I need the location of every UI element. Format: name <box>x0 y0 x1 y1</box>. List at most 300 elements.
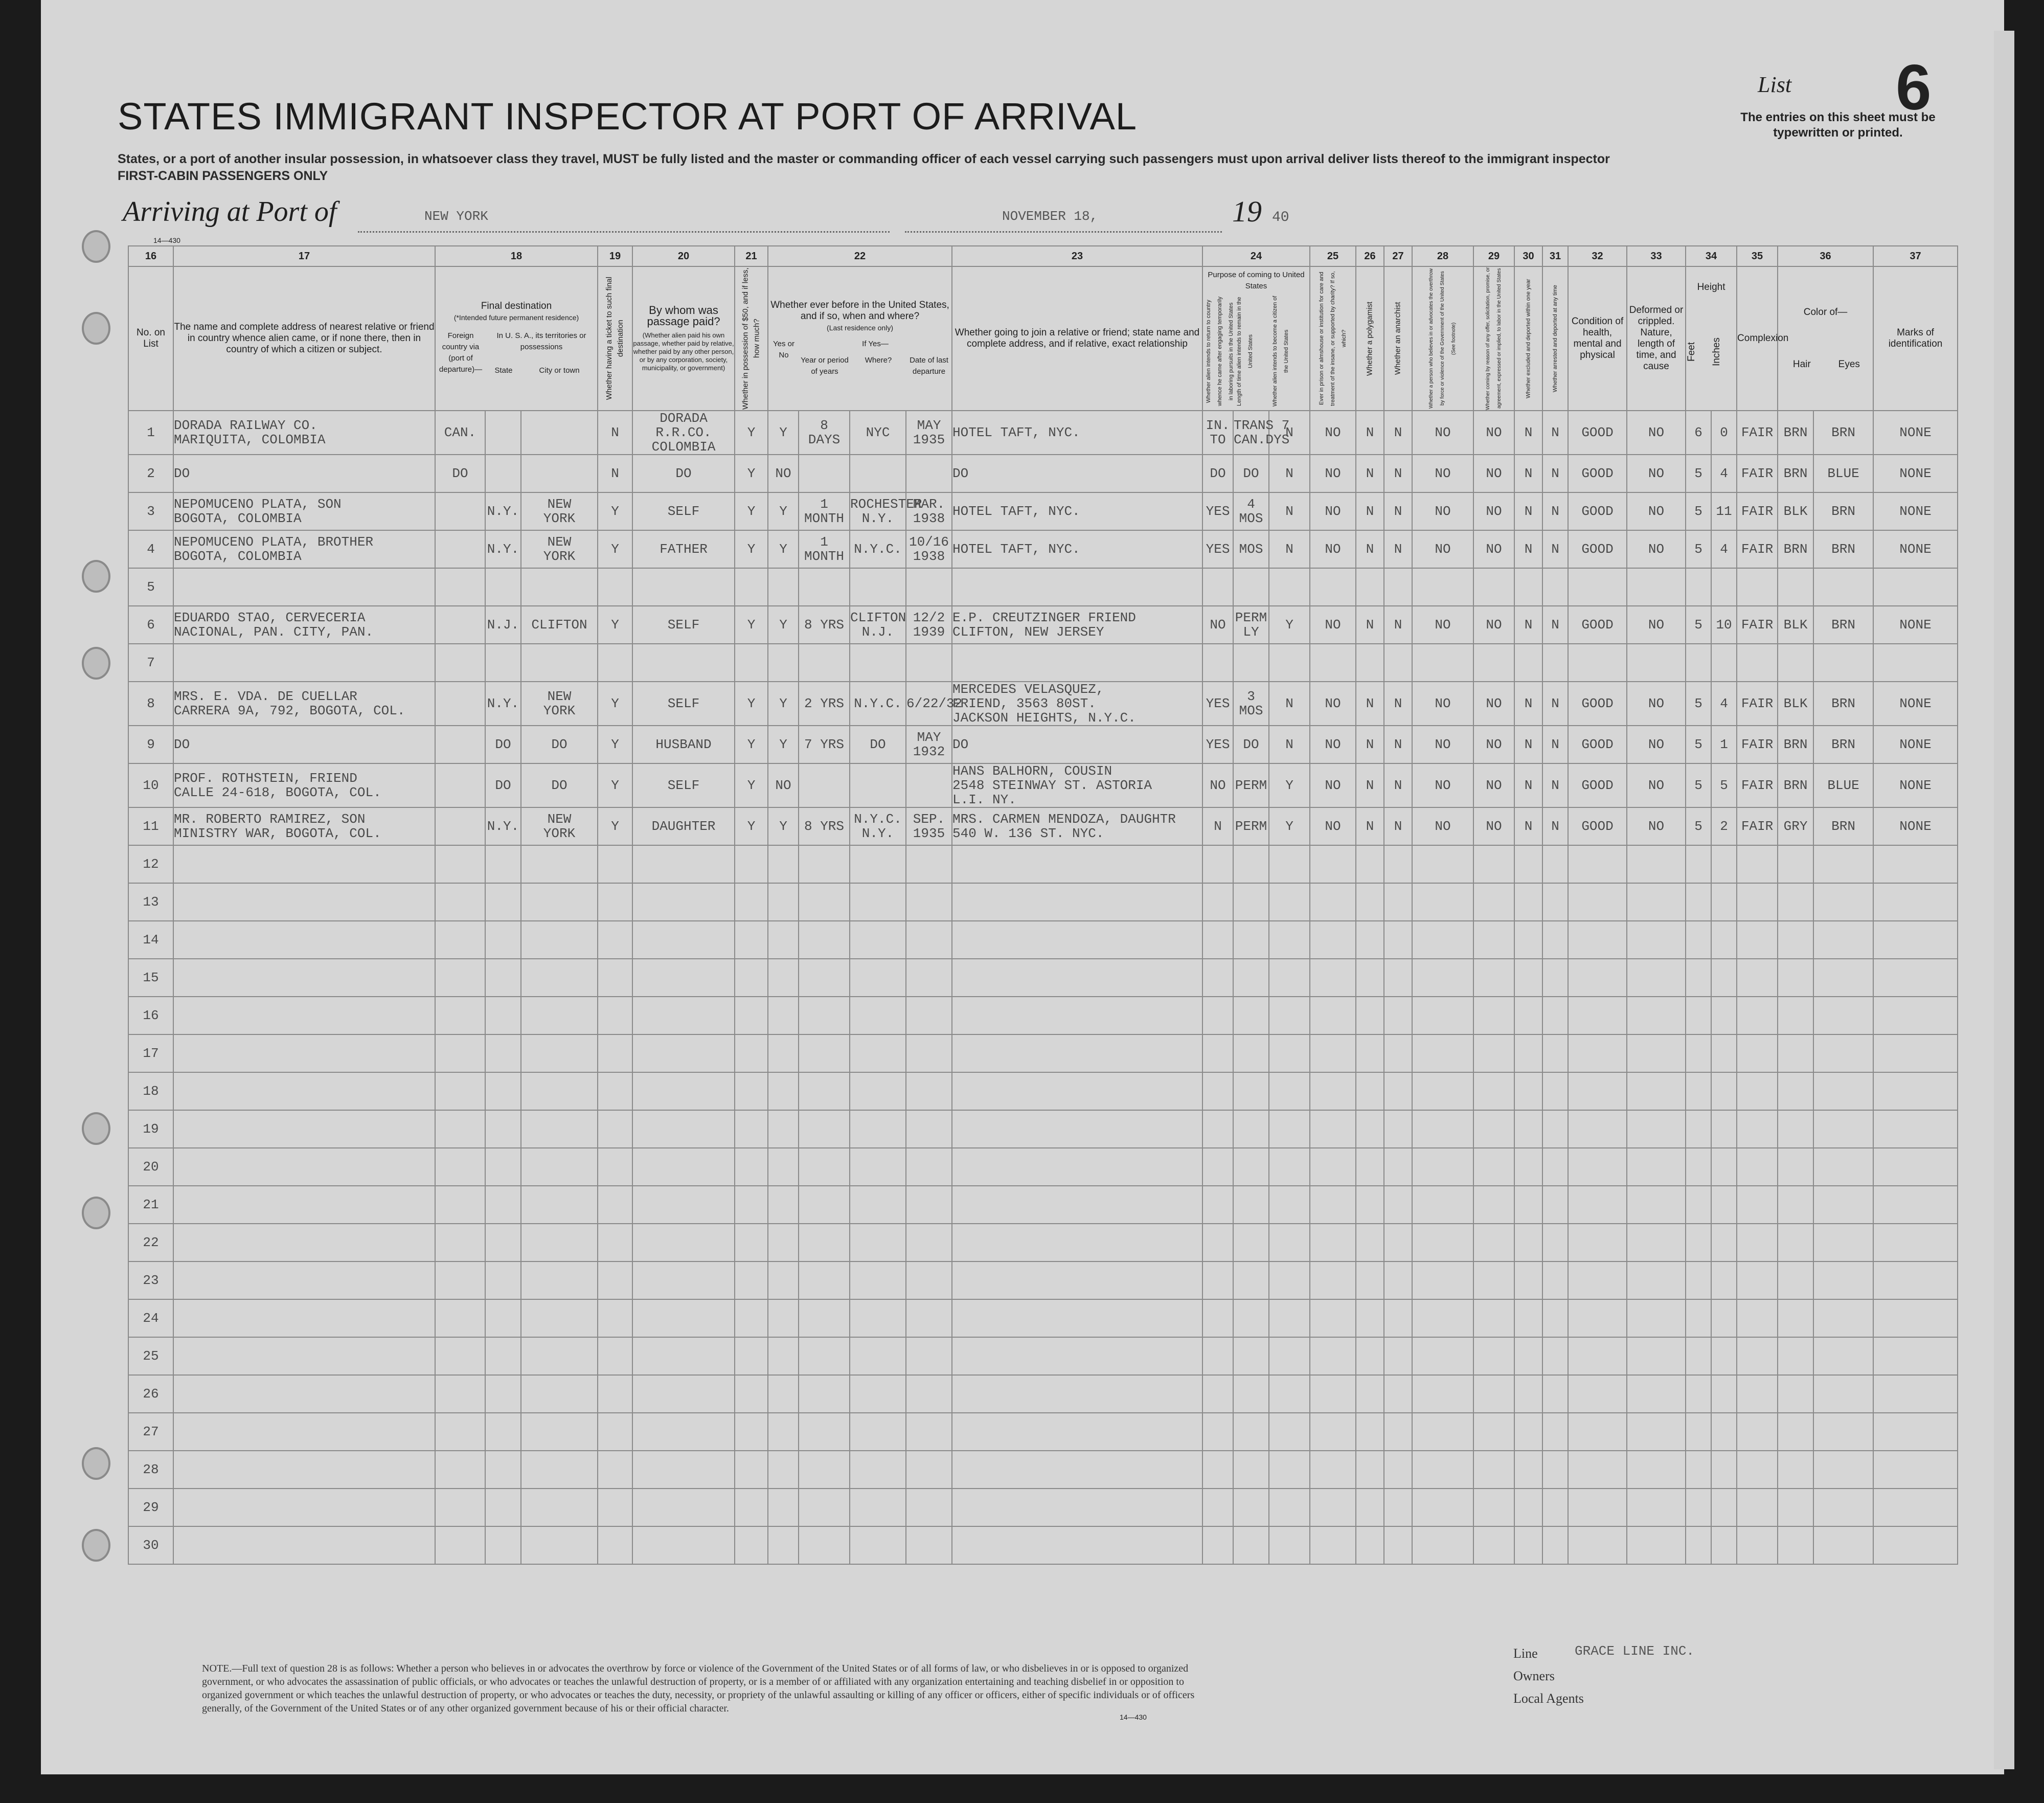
cell-marks <box>1873 1072 1958 1110</box>
cell-complexion <box>1737 1224 1778 1261</box>
cell-purpose-length <box>1233 1526 1269 1564</box>
cell-where <box>850 845 906 883</box>
cell-fifty-dollars <box>735 1413 768 1451</box>
cell-inches <box>1711 1034 1737 1072</box>
colnum: 36 <box>1778 246 1873 266</box>
cell-ticket <box>598 1299 632 1337</box>
cell-inches: 1 <box>1711 726 1737 763</box>
final-dest-note: (*Intended future permanent residence) <box>453 313 579 322</box>
cell-inches <box>1711 1451 1737 1489</box>
cell-years: 7 YRS <box>799 726 850 763</box>
cell-city <box>521 568 598 606</box>
cell-eyes: BRN <box>1813 606 1873 644</box>
cell-departure <box>906 763 952 807</box>
cell-ticket <box>598 1261 632 1299</box>
cell-labor <box>1473 1110 1514 1148</box>
cell-state: N.Y. <box>485 682 521 726</box>
cell-eyes <box>1813 1375 1873 1413</box>
cell-city: NEW YORK <box>521 682 598 726</box>
header-ticket: Whether having a ticket to such final destination <box>598 266 632 411</box>
cell-years <box>799 455 850 492</box>
cell-purpose-citizen: N <box>1269 411 1310 455</box>
cell-state <box>485 1034 521 1072</box>
cell-labor: NO <box>1473 411 1514 455</box>
punch-hole <box>82 1529 110 1562</box>
page-subtitle <box>118 151 1641 185</box>
cell-state: N.J. <box>485 606 521 644</box>
table-row <box>128 606 1958 644</box>
cell-feet: 6 <box>1686 411 1711 455</box>
cell-arrested <box>1542 1413 1568 1451</box>
cell-excluded: N <box>1514 763 1542 807</box>
punch-hole <box>82 560 110 593</box>
cell-health: GOOD <box>1568 411 1627 455</box>
cell-arrested <box>1542 997 1568 1034</box>
cell-anarchist <box>1384 1489 1412 1526</box>
table-row <box>128 644 1958 682</box>
cell-marks <box>1873 1034 1958 1072</box>
cell-complexion: FAIR <box>1737 530 1778 568</box>
cell-prison <box>1310 568 1356 606</box>
cell-join <box>952 1034 1202 1072</box>
city-label: City or town <box>539 366 580 375</box>
cell-overthrow: NO <box>1412 530 1473 568</box>
cell-purpose-length <box>1233 1413 1269 1451</box>
cell-before-yes-no <box>768 644 799 682</box>
cell-arrested <box>1542 568 1568 606</box>
cell-join <box>952 1261 1202 1299</box>
cell-purpose-return <box>1202 568 1233 606</box>
cell-marks <box>1873 883 1958 921</box>
cell-prison: NO <box>1310 411 1356 455</box>
row-number: 24 <box>128 1299 173 1337</box>
cell-prison: NO <box>1310 492 1356 530</box>
cell-state <box>485 1299 521 1337</box>
header-before-us <box>768 266 952 411</box>
cell-eyes <box>1813 921 1873 959</box>
cell-years: 8 DAYS <box>799 411 850 455</box>
cell-city <box>521 921 598 959</box>
cell-purpose-return: YES <box>1202 492 1233 530</box>
sheet-stack-edge <box>1994 31 2014 1769</box>
row-number: 8 <box>128 682 173 726</box>
cell-city <box>521 1224 598 1261</box>
cell-fifty-dollars <box>735 1526 768 1564</box>
cell-purpose-length <box>1233 921 1269 959</box>
cell-deformed <box>1627 1224 1686 1261</box>
final-dest-title: Final destination <box>481 301 552 311</box>
cell-ticket: Y <box>598 807 632 845</box>
cell-overthrow: NO <box>1412 807 1473 845</box>
cell-departure <box>906 644 952 682</box>
cell-overthrow <box>1412 1072 1473 1110</box>
cell-city <box>521 1526 598 1564</box>
cell-anarchist: N <box>1384 763 1412 807</box>
cell-inches <box>1711 1413 1737 1451</box>
purpose-length-label: Length of time alien intends to remain in the United States <box>1236 297 1254 406</box>
cell-hair <box>1778 921 1813 959</box>
cell-passage-paid <box>632 1034 735 1072</box>
cell-purpose-length <box>1233 1110 1269 1148</box>
passage-note: (Whether alien paid his own passage, whether paid by relative, whether paid by any other person, or by any corporation, society, municipality, or government) <box>633 331 734 372</box>
cell-state <box>485 455 521 492</box>
cell-where: DO <box>850 726 906 763</box>
cell-years <box>799 1224 850 1261</box>
cell-hair: BRN <box>1778 530 1813 568</box>
cell-purpose-length: DO <box>1233 726 1269 763</box>
last-departure-label: Date of last departure <box>910 356 948 376</box>
cell-join <box>952 1337 1202 1375</box>
cell-purpose-citizen <box>1269 845 1310 883</box>
cell-relative <box>173 568 435 606</box>
cell-purpose-citizen <box>1269 1526 1310 1564</box>
header-relative-address: The name and complete address of nearest relative or friend in country whence alien came, or if none there, then in country of which a citizen or subject. <box>173 266 435 411</box>
colnum: 23 <box>952 246 1202 266</box>
cell-labor <box>1473 1451 1514 1489</box>
cell-passage-paid <box>632 568 735 606</box>
cell-years: 1 MONTH <box>799 492 850 530</box>
cell-relative: MRS. E. VDA. DE CUELLAR CARRERA 9A, 792, BOGOTA, COL. <box>173 682 435 726</box>
cell-foreign-country <box>435 883 485 921</box>
cell-purpose-citizen <box>1269 644 1310 682</box>
cell-inches: 4 <box>1711 530 1737 568</box>
cell-hair: BRN <box>1778 763 1813 807</box>
cell-prison <box>1310 845 1356 883</box>
cell-labor: NO <box>1473 455 1514 492</box>
cell-health <box>1568 1110 1627 1148</box>
cell-arrested: N <box>1542 606 1568 644</box>
cell-health <box>1568 1186 1627 1224</box>
cell-before-yes-no <box>768 997 799 1034</box>
cell-join <box>952 1186 1202 1224</box>
cell-relative: NEPOMUCENO PLATA, SON BOGOTA, COLOMBIA <box>173 492 435 530</box>
punch-hole <box>82 312 110 345</box>
cell-departure <box>906 1148 952 1186</box>
cell-arrested: N <box>1542 530 1568 568</box>
cell-foreign-country <box>435 530 485 568</box>
cell-polygamist <box>1356 568 1384 606</box>
cell-departure: MAY 1932 <box>906 726 952 763</box>
cell-anarchist <box>1384 1261 1412 1299</box>
cell-overthrow <box>1412 959 1473 997</box>
final-dest-sub <box>436 330 597 376</box>
cell-complexion <box>1737 1261 1778 1299</box>
cell-purpose-citizen <box>1269 1261 1310 1299</box>
cell-health <box>1568 1148 1627 1186</box>
cell-excluded: N <box>1514 455 1542 492</box>
cell-feet: 5 <box>1686 726 1711 763</box>
cell-complexion <box>1737 845 1778 883</box>
cell-deformed: NO <box>1627 682 1686 726</box>
cell-departure: 12/2 1939 <box>906 606 952 644</box>
cell-labor <box>1473 1224 1514 1261</box>
cell-hair <box>1778 1034 1813 1072</box>
usa-sub <box>486 365 597 376</box>
cell-departure <box>906 997 952 1034</box>
cell-feet <box>1686 1110 1711 1148</box>
cell-city <box>521 1072 598 1110</box>
cell-relative <box>173 1148 435 1186</box>
cell-eyes: BRN <box>1813 492 1873 530</box>
cell-health <box>1568 921 1627 959</box>
cell-ticket: Y <box>598 530 632 568</box>
cell-join <box>952 1224 1202 1261</box>
cell-eyes <box>1813 1110 1873 1148</box>
cell-years <box>799 1261 850 1299</box>
cell-foreign-country <box>435 1224 485 1261</box>
cell-health <box>1568 644 1627 682</box>
cell-complexion: FAIR <box>1737 411 1778 455</box>
cell-foreign-country <box>435 845 485 883</box>
purpose-sub <box>1203 295 1309 408</box>
cell-arrested <box>1542 1337 1568 1375</box>
cell-relative <box>173 1413 435 1451</box>
cell-prison <box>1310 1186 1356 1224</box>
cell-eyes: BRN <box>1813 530 1873 568</box>
cell-hair <box>1778 1186 1813 1224</box>
cell-departure <box>906 845 952 883</box>
cell-arrested <box>1542 921 1568 959</box>
cell-excluded <box>1514 1186 1542 1224</box>
cell-inches: 10 <box>1711 606 1737 644</box>
cell-anarchist: N <box>1384 530 1412 568</box>
cell-excluded <box>1514 1413 1542 1451</box>
cell-arrested <box>1542 845 1568 883</box>
cell-feet <box>1686 644 1711 682</box>
header-excluded: Whether excluded and deported within one year <box>1514 266 1542 411</box>
cell-state <box>485 1148 521 1186</box>
cell-city <box>521 1299 598 1337</box>
header-polygamist: Whether a polygamist <box>1356 266 1384 411</box>
colnum: 28 <box>1412 246 1473 266</box>
cell-foreign-country <box>435 959 485 997</box>
cell-prison: NO <box>1310 726 1356 763</box>
cell-complexion: FAIR <box>1737 455 1778 492</box>
cell-join <box>952 921 1202 959</box>
colnum: 30 <box>1514 246 1542 266</box>
owners-label: Owners <box>1513 1669 1555 1683</box>
cell-city: NEW YORK <box>521 807 598 845</box>
cell-prison <box>1310 1034 1356 1072</box>
cell-labor: NO <box>1473 492 1514 530</box>
cell-purpose-citizen <box>1269 1375 1310 1413</box>
hair-label: Hair <box>1792 359 1811 370</box>
cell-departure <box>906 1299 952 1337</box>
cell-fifty-dollars <box>735 1034 768 1072</box>
cell-deformed <box>1627 1413 1686 1451</box>
cell-prison <box>1310 1261 1356 1299</box>
cell-before-yes-no: Y <box>768 492 799 530</box>
cell-departure: 10/16 1938 <box>906 530 952 568</box>
cell-hair <box>1778 1489 1813 1526</box>
cell-inches: 4 <box>1711 682 1737 726</box>
cell-passage-paid: SELF <box>632 492 735 530</box>
cell-ticket <box>598 959 632 997</box>
cell-join <box>952 883 1202 921</box>
cell-health <box>1568 1413 1627 1451</box>
cell-where <box>850 1261 906 1299</box>
cell-complexion: FAIR <box>1737 606 1778 644</box>
row-number: 21 <box>128 1186 173 1224</box>
cell-eyes <box>1813 1526 1873 1564</box>
cell-health: GOOD <box>1568 726 1627 763</box>
cell-before-yes-no: Y <box>768 682 799 726</box>
cell-deformed <box>1627 959 1686 997</box>
header-labor-offer: Whether coming by reason of any offer, solicitation, promise, or agreement, expressed or implied, to labor in the United States <box>1473 266 1514 411</box>
row-number: 6 <box>128 606 173 644</box>
cell-polygamist <box>1356 959 1384 997</box>
cell-eyes <box>1813 1299 1873 1337</box>
table-row <box>128 411 1958 455</box>
cell-health <box>1568 1034 1627 1072</box>
table-row <box>128 682 1958 726</box>
color-sub <box>1778 359 1873 370</box>
cell-join: DO <box>952 455 1202 492</box>
cell-before-yes-no: Y <box>768 606 799 644</box>
cell-before-yes-no <box>768 883 799 921</box>
punch-hole <box>82 230 110 263</box>
cell-complexion: FAIR <box>1737 726 1778 763</box>
cell-relative <box>173 1489 435 1526</box>
cell-inches <box>1711 1110 1737 1148</box>
cell-polygamist: N <box>1356 455 1384 492</box>
cell-hair <box>1778 997 1813 1034</box>
header-height <box>1686 266 1737 411</box>
cell-excluded <box>1514 1337 1542 1375</box>
cell-state <box>485 411 521 455</box>
cell-arrested <box>1542 883 1568 921</box>
cell-hair: BRN <box>1778 726 1813 763</box>
cell-purpose-length: MOS <box>1233 530 1269 568</box>
cell-deformed <box>1627 1375 1686 1413</box>
cell-purpose-citizen <box>1269 1148 1310 1186</box>
table-row <box>128 1337 1958 1375</box>
cell-overthrow <box>1412 1224 1473 1261</box>
punch-hole <box>82 1197 110 1229</box>
cell-eyes <box>1813 845 1873 883</box>
table-row <box>128 568 1958 606</box>
cell-state <box>485 1337 521 1375</box>
cell-overthrow: NO <box>1412 411 1473 455</box>
row-number: 9 <box>128 726 173 763</box>
color-label: Color of— <box>1803 307 1848 318</box>
cell-overthrow <box>1412 1526 1473 1564</box>
colnum: 32 <box>1568 246 1627 266</box>
cell-marks <box>1873 1526 1958 1564</box>
cell-ticket: Y <box>598 492 632 530</box>
cell-purpose-return <box>1202 921 1233 959</box>
row-number: 19 <box>128 1110 173 1148</box>
cell-departure <box>906 1413 952 1451</box>
cell-hair: BRN <box>1778 411 1813 455</box>
cell-passage-paid <box>632 845 735 883</box>
cell-purpose-return: N <box>1202 807 1233 845</box>
cell-arrested: N <box>1542 682 1568 726</box>
cell-feet: 5 <box>1686 530 1711 568</box>
table-row <box>128 1186 1958 1224</box>
cell-ticket <box>598 845 632 883</box>
cell-state <box>485 959 521 997</box>
cell-feet <box>1686 1072 1711 1110</box>
cell-join <box>952 997 1202 1034</box>
cell-polygamist <box>1356 1451 1384 1489</box>
cell-arrested <box>1542 1072 1568 1110</box>
cell-prison <box>1310 959 1356 997</box>
state-label: State <box>494 366 513 375</box>
eyes-label: Eyes <box>1838 359 1860 370</box>
cell-polygamist <box>1356 1186 1384 1224</box>
cell-overthrow <box>1412 883 1473 921</box>
cell-purpose-length: PERM <box>1233 807 1269 845</box>
cell-inches <box>1711 845 1737 883</box>
cell-feet <box>1686 1224 1711 1261</box>
row-number: 11 <box>128 807 173 845</box>
cell-prison <box>1310 1224 1356 1261</box>
cell-purpose-length <box>1233 845 1269 883</box>
cell-city <box>521 644 598 682</box>
cell-purpose-length <box>1233 1224 1269 1261</box>
punch-hole <box>82 1447 110 1480</box>
cell-anarchist <box>1384 959 1412 997</box>
colnum: 33 <box>1627 246 1686 266</box>
cell-feet <box>1686 1413 1711 1451</box>
cell-deformed <box>1627 997 1686 1034</box>
cell-arrested: N <box>1542 726 1568 763</box>
cell-excluded <box>1514 845 1542 883</box>
cell-anarchist <box>1384 1072 1412 1110</box>
cell-health: GOOD <box>1568 807 1627 845</box>
header-passage <box>632 266 735 411</box>
cell-purpose-length: PERM LY <box>1233 606 1269 644</box>
table-row <box>128 1261 1958 1299</box>
cell-inches <box>1711 1072 1737 1110</box>
cell-health <box>1568 568 1627 606</box>
cell-relative: DO <box>173 726 435 763</box>
cell-excluded <box>1514 1148 1542 1186</box>
cell-prison: NO <box>1310 530 1356 568</box>
cell-ticket <box>598 1526 632 1564</box>
cell-fifty-dollars <box>735 883 768 921</box>
cell-deformed <box>1627 1261 1686 1299</box>
cell-passage-paid <box>632 644 735 682</box>
cell-prison: NO <box>1310 763 1356 807</box>
cell-inches <box>1711 568 1737 606</box>
cell-state <box>485 568 521 606</box>
cell-excluded <box>1514 921 1542 959</box>
cell-inches <box>1711 644 1737 682</box>
cell-polygamist <box>1356 997 1384 1034</box>
cell-complexion <box>1737 1299 1778 1337</box>
row-number: 26 <box>128 1375 173 1413</box>
cell-where <box>850 455 906 492</box>
cell-eyes <box>1813 997 1873 1034</box>
cell-hair <box>1778 1148 1813 1186</box>
cell-departure <box>906 1224 952 1261</box>
cell-where <box>850 1186 906 1224</box>
table-row <box>128 1451 1958 1489</box>
header-fifty-dollars: Whether in possession of $50, and if less, how much? <box>735 266 768 411</box>
cell-passage-paid <box>632 959 735 997</box>
cell-before-yes-no <box>768 1451 799 1489</box>
cell-purpose-citizen: N <box>1269 530 1310 568</box>
cell-feet <box>1686 1299 1711 1337</box>
cell-arrested <box>1542 1224 1568 1261</box>
cell-arrested <box>1542 644 1568 682</box>
table-row <box>128 492 1958 530</box>
cell-state: N.Y. <box>485 807 521 845</box>
table-row <box>128 1034 1958 1072</box>
cell-fifty-dollars <box>735 1148 768 1186</box>
